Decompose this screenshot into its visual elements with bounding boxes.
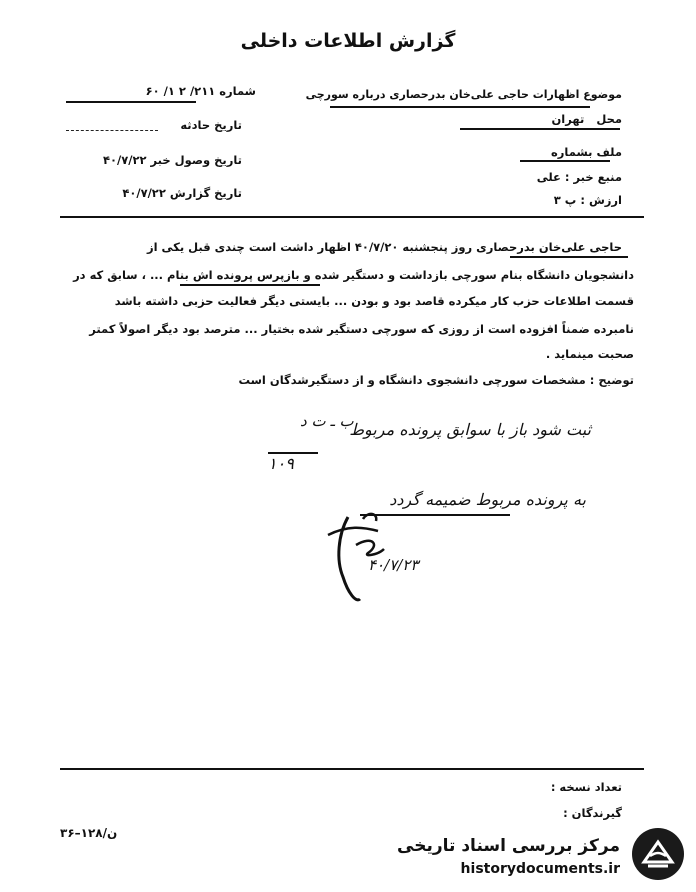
receipt-date-value: ۴۰/۷/۲۲ [103,153,147,167]
place-row [551,112,622,126]
event-date-dots [66,130,158,131]
report-date-row [66,186,242,200]
number-row [66,84,256,98]
number-label: شماره [219,84,256,98]
handwritten-number-bottom: ۱۰۹ [268,454,294,473]
copies-row [551,780,622,794]
attachment-underline [520,160,610,162]
handwritten-date: ۴۰/۷/۲۳ [368,556,419,574]
receipt-date-label: تاریخ وصول خبر [150,153,242,167]
source-row: منبع خبر : علی [536,170,622,184]
watermark-url[interactable]: historydocuments.ir [460,861,620,877]
subject-row [306,88,622,101]
copies-label: تعداد نسخه : [550,780,622,794]
body-underline-2 [180,284,320,286]
place-label: محل [596,112,622,126]
body-line-3: قسمت اطلاعات حزب کار میکرده قاصد بود و بودن ... بایستی دیگر فعالیت حزبی داشته باشد [114,294,634,308]
footer-separator [60,768,644,770]
handwritten-number-top: ب ـ ت د [300,412,354,430]
header-separator [60,216,644,218]
place-value: تهران [551,112,585,126]
handwritten-note-1: ثبت شود باز با سوابق پرونده مربوط [349,420,591,439]
source-value: علی [536,170,561,184]
event-date-label: تاریخ حادثه [180,118,242,132]
body-line-2: دانشجویان دانشگاه بنام سورچی بازداشت و دستگیر شده و بازپرس پرونده اش بنام ... ، سابق که در [73,268,634,282]
recipients-row [563,806,622,820]
watermark-name: مرکز بررسی اسناد تاریخی [397,836,620,856]
subject-underline [330,106,590,108]
number-value: ۲۱۱/ ۲ ۱/ ۶۰ [145,84,216,98]
place-underline [460,128,620,130]
evaluation-row: ارزش : پ ۳ [553,193,622,207]
handwritten-note-2: به پرونده مربوط ضمیمه گردد [389,490,586,509]
document-code: ن/۱۲۸–۳۶ [60,826,118,840]
subject-value: اظهارات حاجی علی‌خان بدرحصاری درباره سورچی [305,88,580,101]
report-date-label: تاریخ گزارش [169,186,242,200]
report-date-value: ۴۰/۷/۲۲ [122,186,166,200]
book-emblem-icon [630,826,686,882]
attachment-label: ملف بشماره [551,145,622,159]
body-line-4: نامبرده ضمناً افزوده است از روزی که سورچی دستگیر شده بختیار ... مترصد بود دیگر اصولاً کمتر [89,322,634,336]
source-label: منبع خبر [573,170,622,184]
evaluation-label: ارزش [588,193,622,207]
subject-label: موضوع [583,88,622,101]
receipt-date-row [66,153,242,167]
evaluation-value: پ ۳ [553,193,577,207]
recipients-label: گیرندگان : [563,806,622,820]
attachment-row [551,145,622,159]
body-line-6: توضیح : مشخصات سورچی دانشجوی دانشگاه و از دستگیرشدگان است [238,373,634,387]
document-title: گزارش اطلاعات داخلی [240,30,456,52]
number-underline [66,101,196,103]
body-underline-1 [510,256,628,258]
body-line-5: صحبت مینماید . [545,347,634,361]
body-line-1: حاجی علی‌خان بدرحصاری روز پنجشنبه ۴۰/۷/۲۰ اظهار داشت است چندی قبل یکی از [146,240,622,254]
